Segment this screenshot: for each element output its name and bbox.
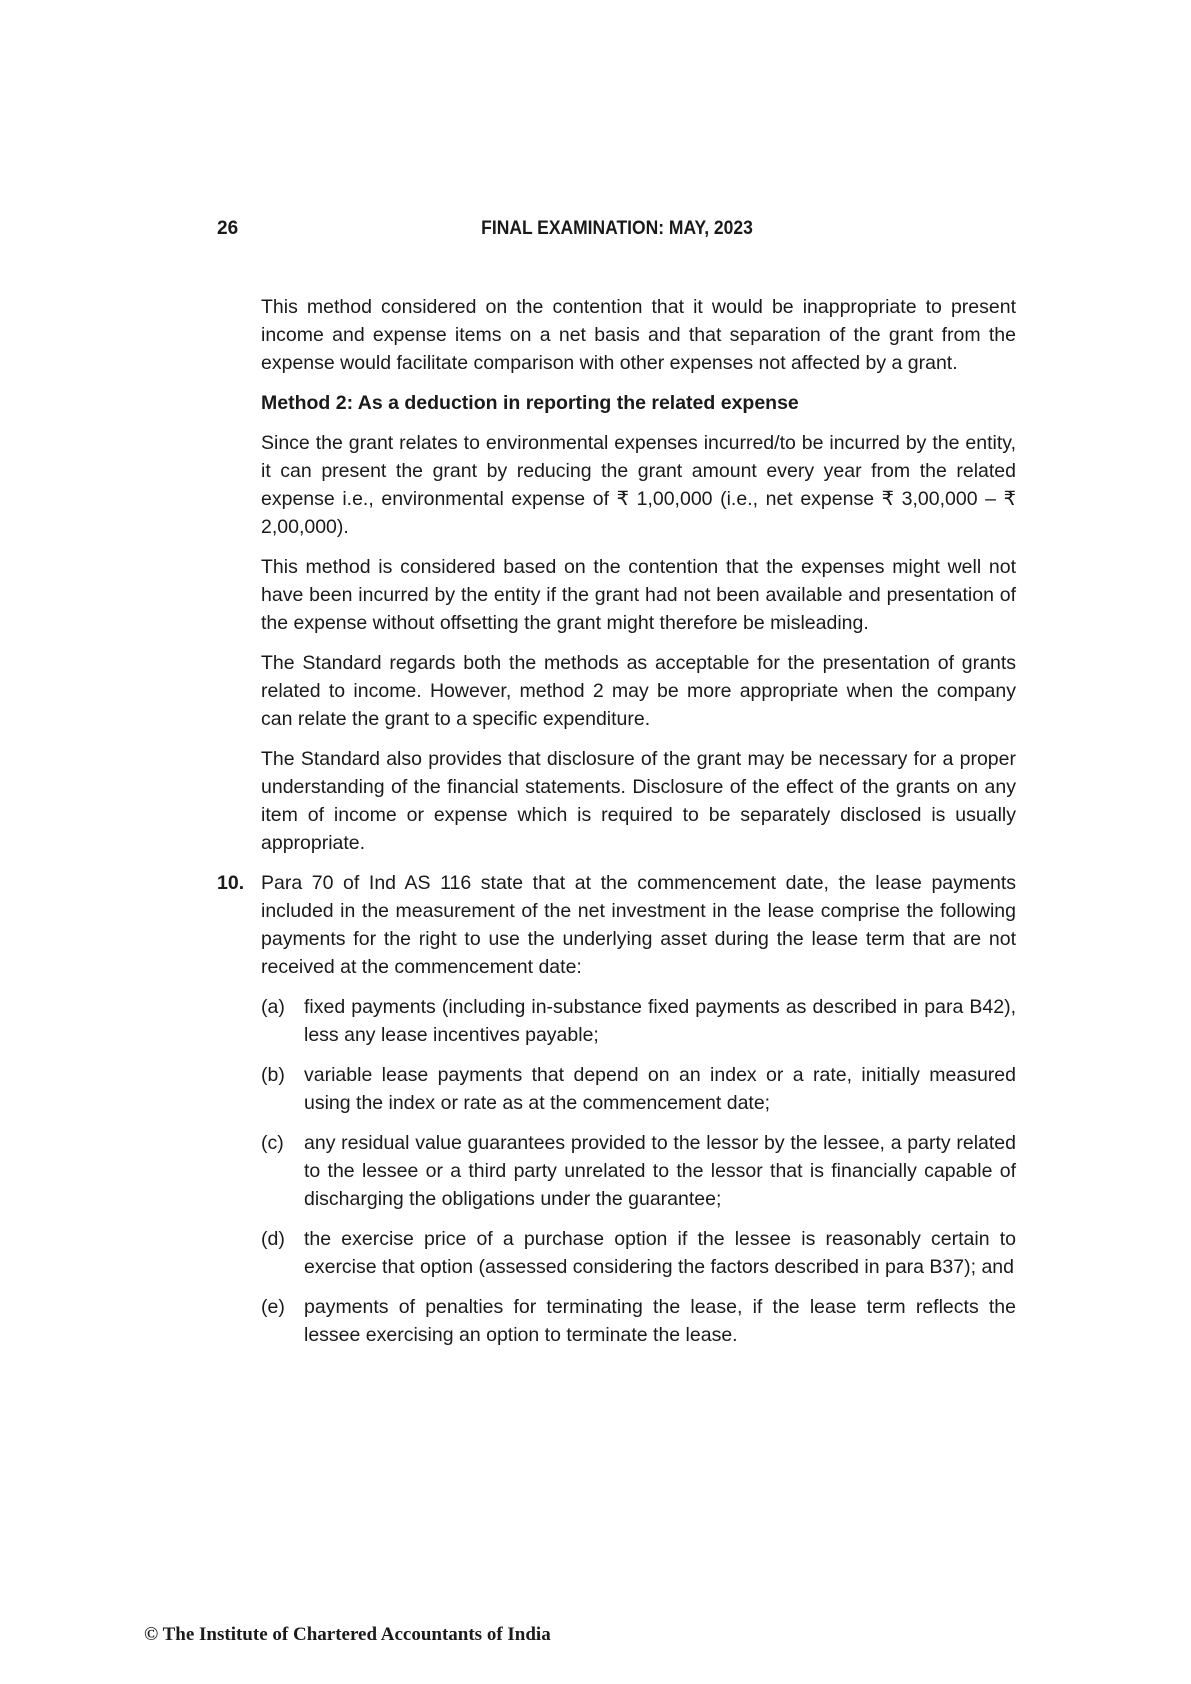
paragraph-method2-description: Since the grant relates to environmental expenses incurred/to be incurred by the entity, it can present the grant by reducing the grant amount every year from the related expense i.e., environmental expense of ₹ 1,00,000 (i.e., net expense ₹ 3,00,000 – ₹ 2,00,000). bbox=[261, 432, 1016, 538]
list-item-text: the exercise price of a purchase option if the lessee is reasonably certain to exercise that option (assessed considering the factors described in para B37); and bbox=[304, 1228, 1016, 1278]
list-item-label: (b) bbox=[261, 1064, 285, 1086]
method2-heading: Method 2: As a deduction in reporting the related expense bbox=[261, 392, 799, 414]
list-item bbox=[261, 1061, 1016, 1117]
list-item bbox=[261, 1225, 1016, 1281]
list-item bbox=[261, 993, 1016, 1049]
page-number: 26 bbox=[217, 218, 239, 239]
list-item-label: (c) bbox=[261, 1132, 284, 1154]
list-item-label: (e) bbox=[261, 1296, 285, 1318]
list-item-label: (d) bbox=[261, 1228, 285, 1250]
paragraph-method1-rationale: This method considered on the contention that it would be inappropriate to present income and expense items on a net basis and that separation of the grant from the expense would facilitate comparison with other expenses not affected by a grant. bbox=[261, 296, 1016, 374]
list-item-text: variable lease payments that depend on an index or a rate, initially measured using the index or rate as at the commencement date; bbox=[304, 1064, 1016, 1114]
paragraph-standard-regards: The Standard regards both the methods as acceptable for the presentation of grants related to income. However, method 2 may be more appropriate when the company can relate the grant to a specific expenditure. bbox=[261, 652, 1016, 730]
question-10 bbox=[217, 869, 1016, 1349]
list-item-text: payments of penalties for terminating the lease, if the lease term reflects the lessee exercising an option to terminate the lease. bbox=[304, 1296, 1016, 1346]
question-number: 10. bbox=[217, 872, 245, 894]
list-item bbox=[261, 1129, 1016, 1213]
paragraph-method2-rationale: This method is considered based on the contention that the expenses might well not have been incurred by the entity if the grant had not been available and presentation of the expense without offsetting the grant might therefore be misleading. bbox=[261, 556, 1016, 634]
list-item-label: (a) bbox=[261, 996, 285, 1018]
list-item-text: any residual value guarantees provided to the lessor by the lessee, a party related to the lessee or a third party unrelated to the lessor that is financially capable of discharging the obligations under the guarantee; bbox=[304, 1132, 1016, 1210]
question-10-intro: Para 70 of Ind AS 116 state that at the commencement date, the lease payments included in the measurement of the net investment in the lease comprise the following payments for the right to use the underlying asset during the lease term that are not received at the commencement date: bbox=[261, 872, 1016, 978]
list-item-text: fixed payments (including in-substance fixed payments as described in para B42), less any lease incentives payable; bbox=[304, 996, 1016, 1046]
list-item bbox=[261, 1293, 1016, 1349]
copyright-footer: © The Institute of Chartered Accountants of India bbox=[144, 1624, 551, 1645]
paragraph-disclosure: The Standard also provides that disclosure of the grant may be necessary for a proper understanding of the financial statements. Disclosure of the effect of the grants on any item of income or expense which is required to be separately disclosed is usually appropriate. bbox=[261, 748, 1016, 854]
page-content bbox=[217, 293, 1016, 1361]
page-header bbox=[217, 218, 1017, 244]
exam-title: FINAL EXAMINATION: MAY, 2023 bbox=[481, 218, 753, 239]
